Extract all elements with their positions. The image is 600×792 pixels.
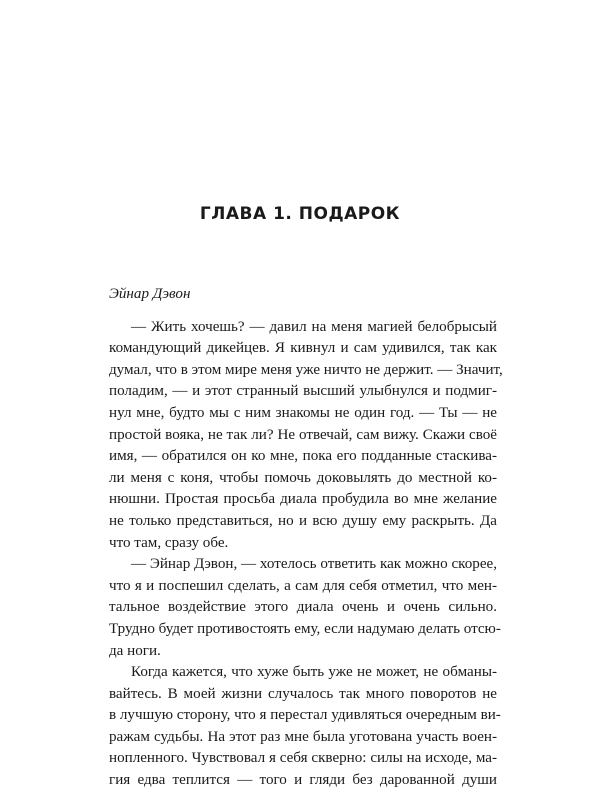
text-line: вайтесь. В моей жизни случалось так много поворотов не bbox=[109, 685, 497, 702]
text-line: тальное воздействие этого диала очень и очень сильно. bbox=[109, 599, 497, 616]
text-line: — Эйнар Дэвон, — хотелось ответить как можно скорее, bbox=[131, 556, 497, 573]
text-line: поладим, — и этот странный высший улыбнулся и подмиг- bbox=[109, 383, 497, 400]
text-line: думал, что в этом мире меня уже ничто не держит. — Значит, bbox=[109, 361, 503, 378]
text-line: да ноги. bbox=[109, 642, 161, 659]
text-line: ли меня с коня, чтобы помочь доковылять до местной ко- bbox=[109, 469, 497, 486]
paragraph bbox=[109, 554, 501, 662]
text-line: нул мне, будто мы с ним знакомы не один год. — Ты — не bbox=[109, 404, 497, 421]
paragraph bbox=[109, 662, 501, 792]
pov-character-name: Эйнар Дэвон bbox=[109, 286, 191, 302]
text-line: ражам судьбы. На этот раз мне была уготована участь воен- bbox=[109, 728, 497, 745]
text-line: нопленного. Чувствовал я себя скверно: силы на исходе, ма- bbox=[109, 750, 497, 767]
text-line: имя, — обратился он ко мне, пока его подданные стаскива- bbox=[109, 448, 497, 465]
text-line: в лучшую сторону, что я перестал удивляться очередным ви- bbox=[109, 707, 501, 724]
text-line: нюшни. Простая просьба диала пробудила во мне желание bbox=[109, 491, 497, 508]
chapter-text bbox=[109, 284, 503, 792]
text-line: Трудно будет противостоять ему, если надумаю делать отсю- bbox=[109, 620, 501, 637]
text-line: Когда кажется, что хуже быть уже не может, не обманы- bbox=[131, 664, 497, 681]
paragraph bbox=[109, 317, 503, 555]
text-line: что там, сразу обе. bbox=[109, 534, 229, 551]
text-line: гия едва теплится — того и гляди без дарованной души bbox=[109, 772, 497, 789]
text-line: командующий дикейцев. Я кивнул и сам удивился, так как bbox=[109, 340, 497, 357]
text-line: что я и поспешил сделать, а сам для себя отметил, что мен- bbox=[109, 577, 497, 594]
text-line: простой вояка, не так ли? Не отвечай, сам вижу. Скажи своё bbox=[109, 426, 497, 443]
chapter-title: ГЛАВА 1. ПОДАРОК bbox=[199, 204, 401, 224]
text-line: — Жить хочешь? — давил на меня магией белобрысый bbox=[131, 318, 497, 335]
text-line: не только представиться, но и всю душу ему раскрыть. Да bbox=[109, 512, 497, 529]
